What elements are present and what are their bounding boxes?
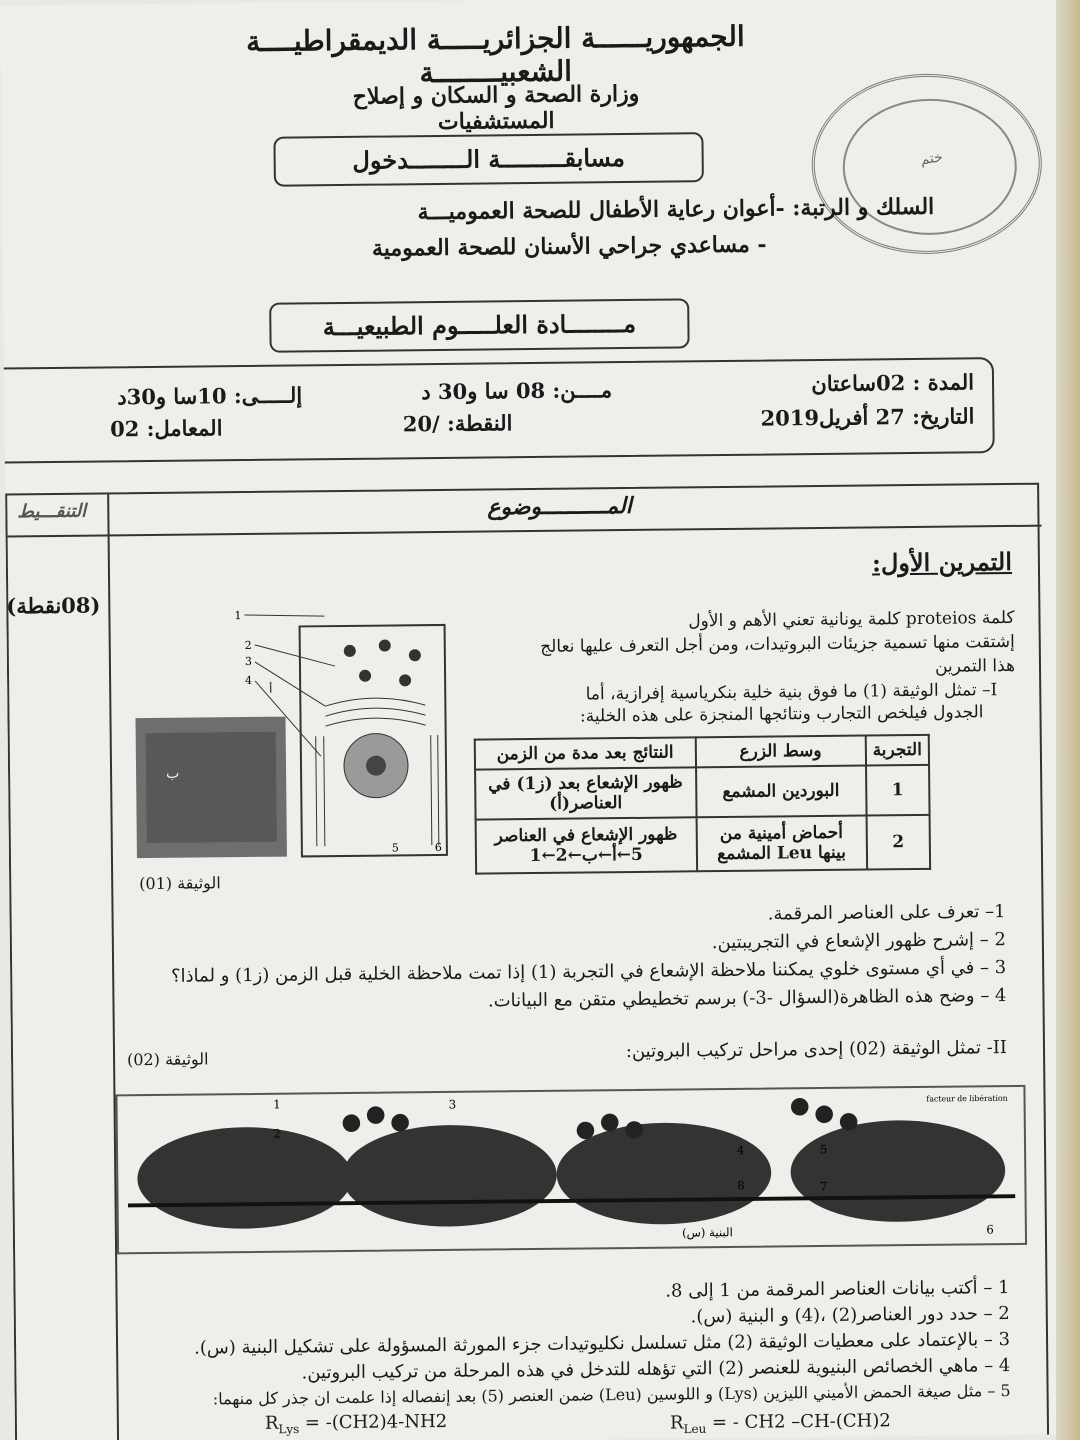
contest-title-box: مسابقـــــــــة الــــــــدخول: [273, 132, 704, 187]
country-title: الجمهوريــــــة الجزائريـــــة الديمقراطيــــة الشعبيــــــــة: [245, 19, 745, 90]
exam-info-box: [0, 357, 995, 464]
table-row: [476, 815, 931, 874]
question-2-1: 1 – أكتب بيانات العناصر المرقمة من 1 إلى 8.: [665, 1277, 1010, 1302]
vesicle: [409, 649, 421, 661]
exercise-points: (08نقطة): [6, 592, 101, 619]
doc1-label: 5: [391, 841, 399, 855]
date: التاريخ: 27 أفريل2019: [760, 403, 975, 431]
doc2-label: 3: [448, 1097, 457, 1112]
doc2-caption: الوثيقة (02): [126, 1049, 209, 1070]
doc2-label: 7: [819, 1179, 828, 1194]
ministry-title: وزارة الصحة و السكان و إصلاح المستشفيات: [352, 80, 640, 135]
question-2-4: 4 – ماهي الخصائص البنيوية للعنصر (2) التي تؤهله للتدخل في هذه المرحلة من تركيب البروتين.: [301, 1355, 1011, 1384]
vesicle: [399, 674, 411, 686]
table-cell: 2: [866, 815, 930, 870]
formula-leu-sub: Leu: [683, 1421, 707, 1437]
vesicle: [359, 670, 371, 682]
ribosome: [137, 1126, 353, 1230]
table-cell: 1: [866, 765, 930, 816]
cell-ultrastructure-figure: [124, 605, 457, 878]
doc2-label: 5: [819, 1142, 828, 1157]
amino-acid: [391, 1114, 409, 1132]
table-header-row: [475, 735, 929, 770]
corps-line-2: - مساعدي جراحي الأسنان للصحة العمومية: [371, 231, 767, 262]
ribosome: [342, 1124, 558, 1228]
official-stamp: [811, 73, 1043, 255]
corps-label: السلك و الرتبة:: [792, 193, 935, 222]
doc1-label: أ: [269, 682, 273, 696]
table-cell: أحماض أمينية من بينها Leu المشمع: [696, 816, 867, 872]
micrograph-shade: [146, 732, 277, 843]
column-divider: [107, 494, 119, 1440]
formula-leu: [670, 1410, 891, 1436]
amino-acid: [791, 1098, 809, 1116]
translation-figure: [115, 1085, 1027, 1255]
doc1-label: 6: [434, 840, 442, 855]
table-cell: ظهور الإشعاع في العناصر 5←أ←ب←2←1: [476, 817, 697, 873]
subject-title-box: مــــــــادة العلـــــوم الطبيعيـــة: [269, 298, 690, 352]
vesicle: [344, 645, 356, 657]
doc1-label: 2: [244, 638, 252, 653]
question-2-2: 2 – حدد دور العناصر(2) ،(4) و البنية (س).: [690, 1303, 1010, 1328]
table-header-cell: النتائج بعد مدة من الزمن: [475, 737, 696, 769]
formula-lys-label: R: [264, 1412, 279, 1434]
formula-lys-sub: Lys: [278, 1422, 300, 1437]
label-line-3: [255, 661, 325, 707]
exercise-title: التمرين الأول:: [871, 546, 1013, 578]
question-1-1: 1– تعرف على العناصر المرقمة.: [767, 901, 1006, 925]
coefficient: المعامل: 02: [109, 415, 223, 442]
part1-line-2: الجدول فيلخص التجارب ونتائجها المنجزة على هذه الخلية:: [579, 702, 984, 727]
doc1-label: ب: [165, 765, 180, 782]
amino-acid: [367, 1106, 385, 1124]
amino-acid: [815, 1105, 833, 1123]
table-cell: البوردين المشمع: [696, 766, 867, 818]
doc2-label: 4: [736, 1143, 745, 1158]
doc2-label: 6: [986, 1222, 994, 1237]
vesicle: [379, 639, 391, 651]
part2-intro: II- تمثل الوثيقة (02) إحدى مراحل تركيب البروتين:: [625, 1037, 1008, 1063]
part1-line-1: I– تمثل الوثيقة (1) ما فوق بنية خلية بنكرياسية إفرازية، أما: [585, 680, 998, 705]
doc1-label: 3: [244, 654, 252, 669]
table-header-cell: التجربة: [865, 735, 929, 766]
label-line-1: [244, 614, 324, 617]
table-header-cell: وسط الزرع: [695, 736, 866, 768]
golgi-apparatus: [325, 698, 425, 727]
score: النقطة: /20: [402, 410, 513, 437]
doc2-label: 2: [273, 1126, 281, 1141]
time-from: مــــن: 08 سا و30 د: [421, 377, 613, 405]
formula-leu-label: R: [669, 1412, 684, 1434]
doc2-label: 1: [273, 1097, 281, 1112]
doc2-structure-label: البنية (س): [681, 1225, 733, 1240]
corps-value-1: -أعوان رعاية الأطفال للصحة العموميـــة: [417, 195, 785, 226]
doc1-label: 4: [245, 673, 253, 688]
intro-line-1: كلمة proteios كلمة يونانية تعني الأهم و الأول: [688, 607, 1015, 632]
question-1-2: 2 – إشرح ظهور الإشعاع في التجريبتين.: [711, 929, 1006, 954]
duration: المدة : 02ساعتان: [811, 369, 975, 397]
time-to: إلـــــى: 10سا و30د: [117, 382, 303, 410]
formula-leu-value: = - CH2 –CH-(CH)2: [706, 1410, 891, 1434]
ribosome: [790, 1119, 1006, 1223]
table-row: [475, 765, 929, 820]
formula-lys-value: = -(CH2)4-NH2: [299, 1410, 448, 1434]
question-1-4: 4 – وضح هذه الظاهرة(السؤال -3-) برسم تخطيطي متقن مع البيانات.: [487, 985, 1007, 1012]
experiment-table: [474, 734, 931, 875]
amino-acid: [343, 1114, 361, 1132]
grading-column-header: التنقـــيط: [17, 500, 87, 523]
doc2-factor-label: facteur de libération: [926, 1093, 1008, 1104]
formula-lys: [265, 1411, 448, 1437]
subject-column-header: المــــــــــوضوع: [487, 492, 632, 521]
corps-line-1: [417, 194, 934, 225]
question-2-3: 3 – بالإعتماد على معطيات الوثيقة (2) مثل تسلسل نكليوتيدات جزء المورثة المسؤولة على تشكيل البنية (س).: [194, 1329, 1011, 1359]
intro-line-2: إشتقت منها تسمية جزيئات البروتيدات، ومن أجل التعرف عليها نعالج: [540, 631, 1015, 657]
doc1-caption: الوثيقة (01): [139, 873, 221, 894]
intro-line-3: هذا التمرين: [934, 655, 1016, 677]
question-2-5: 5 – مثل صيغة الحمض الأميني الليزين (Lys) و اللوسين (Leu) ضمن العنصر (5) بعد إنفصاله إذا علمت ان جذر كل منهما:: [212, 1381, 1011, 1409]
doc1-label: 1: [234, 609, 242, 623]
stamp-text: ختم: [919, 149, 944, 169]
doc2-label: 8: [737, 1178, 745, 1193]
table-cell: ظهور الإشعاع بعد (ز1) في العناصر(أ): [475, 767, 696, 819]
header-divider: [8, 525, 1042, 538]
table-edge-background: [1056, 0, 1080, 1440]
label-line-2: [255, 644, 335, 667]
question-1-3: 3 – في أي مستوى خلوي يمكننا ملاحظة الإشعاع في التجربة (1) إذا تمت ملاحظة الخلية قبل الزمن (ز1) و لماذا؟: [170, 957, 1007, 987]
